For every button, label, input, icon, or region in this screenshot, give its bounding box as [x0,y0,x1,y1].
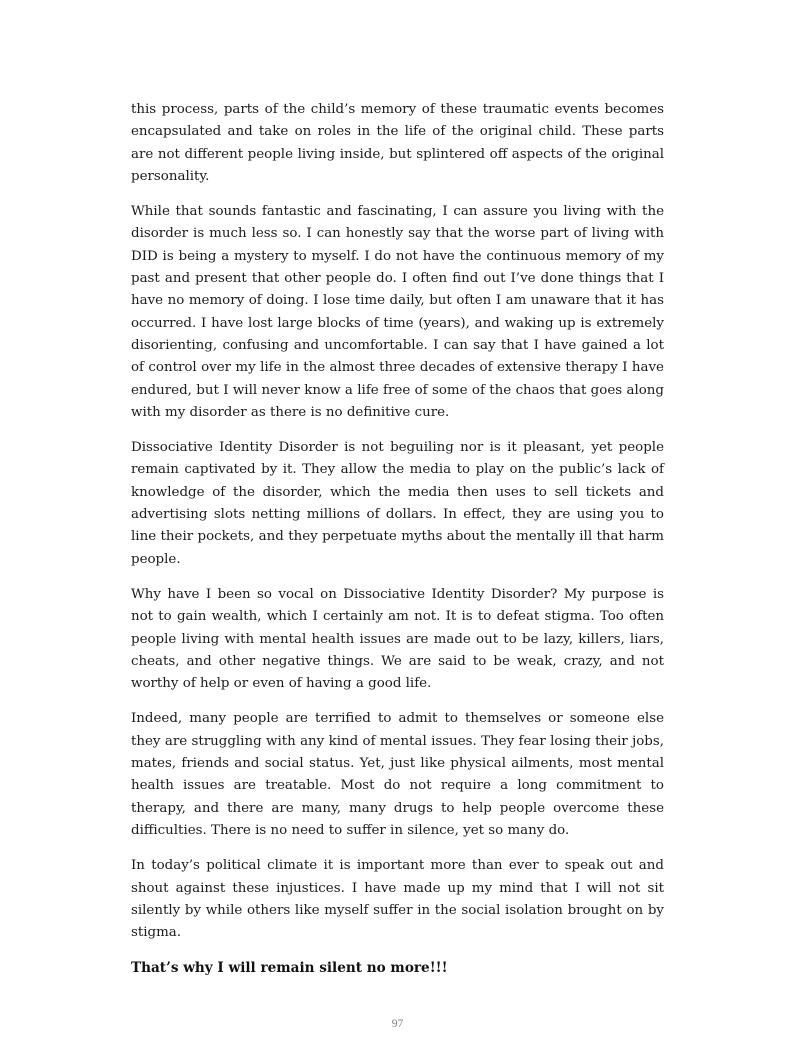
page-body [131,99,664,979]
paragraph-6: In today’s political climate it is important more than ever to speak out and shout against these injustices. I have made up my mind that I will not sit silently by while others like myself suffer in the social isolation brought on by stigma. [131,858,664,941]
paragraph-4: Why have I been so vocal on Dissociative Identity Disorder? My purpose is not to gain wealth, which I certainly am not. It is to defeat stigma. Too often people living with mental health issues are made out to be lazy, killers, liars, cheats, and other negative things. We are said to be weak, crazy, and not worthy of help or even of having a good life. [131,586,664,692]
paragraph-3: Dissociative Identity Disorder is not beguiling nor is it pleasant, yet people remain captivated by it. They allow the media to play on the public’s lack of knowledge of the disorder, which the media then uses to sell tickets and advertising slots netting millions of dollars. In effect, they are using you to line their pockets, and they perpetuate myths about the mentally ill that harm people. [131,440,664,567]
page-number: 97 [391,1018,404,1030]
paragraph-2: While that sounds fantastic and fascinating, I can assure you living with the disorder is much less so. I can honestly say that the worse part of living with DID is being a mystery to myself. I do not have the continuous memory of my past and present that other people do. I often find out I’ve done things that I have no memory of doing. I lose time daily, but often I am unaware that it has occurred. I have lost large blocks of time (years), and waking up is extremely disorienting, confusing and uncomfortable. I can say that I have gained a lot of control over my life in the almost three decades of extensive therapy I have endured, but I will never know a life free of some of the chaos that goes along with my disorder as there is no definitive cure. [131,204,664,420]
closing-statement: That’s why I will remain silent no more!!! [131,960,448,977]
paragraph-1: this process, parts of the child’s memory of these traumatic events becomes encapsulated and take on roles in the life of the original child. These parts are not different people living inside, but splintered off aspects of the original personality. [131,102,664,184]
paragraph-5: Indeed, many people are terrified to admit to themselves or someone else they are struggling with any kind of mental issues. They fear losing their jobs, mates, friends and social status. Yet, just like physical ailments, most mental health issues are treatable. Most do not require a long commitment to therapy, and there are many, many drugs to help people overcome these difficulties. There is no need to suffer in silence, yet so many do. [131,711,664,838]
